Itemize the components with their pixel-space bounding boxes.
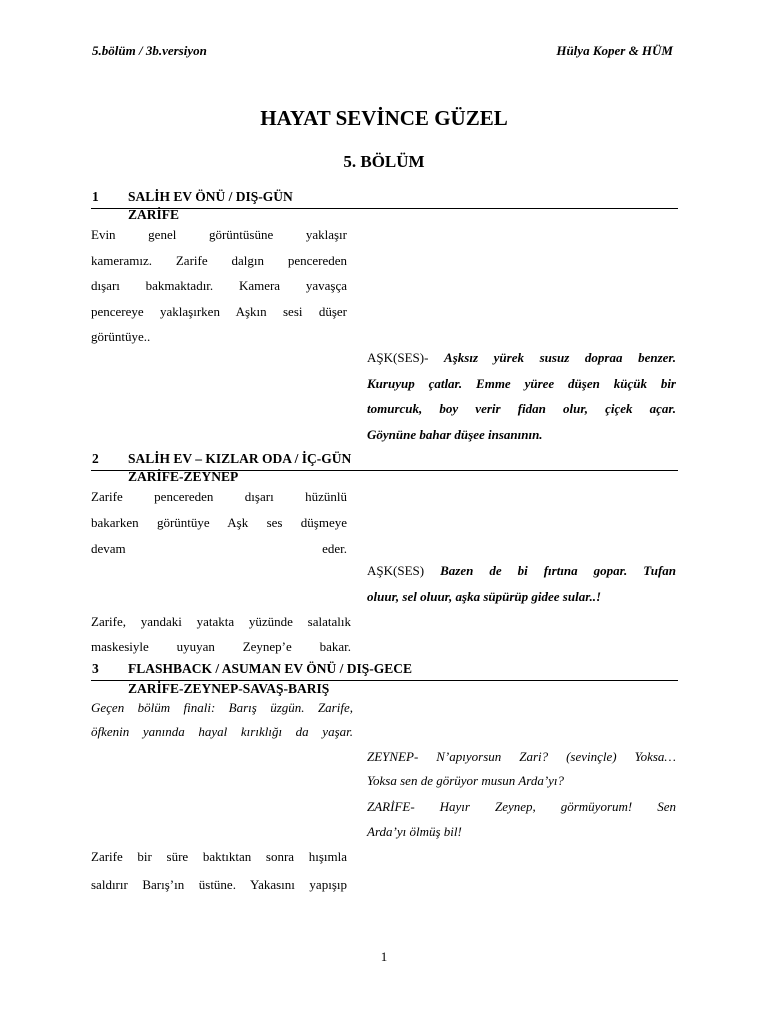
scene-3-dialogue-line: Arda’yı ölmüş bil! — [367, 824, 462, 839]
scene-3-characters: ZARİFE-ZEYNEP-SAVAŞ-BARIŞ — [128, 681, 330, 696]
scene-1-dialogue — [367, 345, 676, 447]
scene-1-heading: SALİH EV ÖNÜ / DIŞ-GÜN — [128, 189, 293, 204]
scene-1-characters: ZARİFE — [128, 207, 180, 222]
dialogue-speaker: AŞK(SES)- — [367, 350, 429, 365]
header-authors: Hülya Koper & HÜM — [556, 43, 673, 58]
scene-1-action-line: dışarı bakmaktadır. Kamera yavaşça — [91, 278, 347, 293]
scene-3-dialogue-zeynep — [367, 745, 676, 793]
scene-3-dialogue-line: ZEYNEP- N’apıyorsun Zari? (sevinçle) Yoksa… — [367, 749, 676, 764]
scene-2-action-2 — [91, 609, 351, 659]
scene-3-heading: FLASHBACK / ASUMAN EV ÖNÜ / DIŞ-GECE — [128, 661, 413, 676]
scene-1-action — [91, 222, 347, 350]
scene-3-dialogue-line: ZARİFE- Hayır Zeynep, görmüyorum! Sen — [367, 799, 676, 814]
scene-1-action-line: kameramız. Zarife dalgın pencereden — [91, 252, 347, 268]
scene-3-dialogue-zarife — [367, 794, 676, 844]
scene-1-dialogue-line: tomurcuk, boy verir fidan olur, çiçek açar. — [367, 401, 676, 416]
scene-2-heading: SALİH EV – KIZLAR ODA / İÇ-GÜN — [128, 451, 352, 466]
scene-1-number: 1 — [92, 189, 99, 204]
scene-2-action — [91, 484, 347, 562]
scene-1-dialogue-line: Kuruyup çatlar. Emme yüree düşen küçük bir — [367, 375, 676, 391]
scene-3-action-line: Geçen bölüm finali: Barış üzgün. Zarife, — [91, 700, 353, 715]
script-title: HAYAT SEVİNCE GÜZEL — [260, 106, 508, 130]
scene-2-number: 2 — [92, 451, 99, 466]
scene-2-action-line: Zarife, yandaki yatakta yüzünde salatalık — [91, 614, 351, 629]
header-version: 5.bölüm / 3b.versiyon — [92, 43, 207, 58]
dialogue-speaker: AŞK(SES) — [367, 563, 425, 578]
scene-3-action-line: öfkenin yanında hayal kırıklığı da yaşar. — [91, 724, 353, 739]
scene-1-action-line: görüntüye.. — [91, 329, 151, 344]
scene-2-action-line: maskesiyle uyuyan Zeynep’e bakar. — [91, 639, 351, 654]
scene-1-dialogue-line: Göynüne bahar düşee insanının. — [367, 426, 543, 442]
scene-2-action-line: Zarife pencereden dışarı hüzünlü — [91, 489, 347, 504]
page-number: 1 — [380, 949, 388, 964]
scene-1-action-line: Evin genel görüntüsüne yaklaşır — [91, 227, 347, 242]
scene-1-dialogue-line — [367, 345, 676, 371]
scene-2-dialogue — [367, 558, 676, 610]
scene-2-characters: ZARİFE-ZEYNEP — [128, 469, 239, 484]
scene-2-dialogue-line — [367, 558, 676, 584]
episode-title: 5. BÖLÜM — [343, 152, 425, 171]
scene-3-action-line: Zarife bir süre baktıktan sonra hışımla — [91, 849, 347, 864]
scene-3-number: 3 — [92, 661, 99, 676]
scene-1-action-line: pencereye yaklaşırken Aşkın sesi düşer — [91, 303, 347, 319]
scene-3-dialogue-line: Yoksa sen de görüyor musun Arda’yı? — [367, 773, 565, 788]
scene-2-dialogue-line: oluur, sel oluur, aşka süpürüp gidee sular..! — [367, 589, 602, 604]
scene-3-action — [91, 696, 353, 744]
scene-3-action-line: saldırır Barış’ın üstüne. Yakasını yapışıp — [91, 877, 347, 892]
scene-3-action-2 — [91, 843, 347, 899]
scene-2-action-line: devam eder. — [91, 541, 347, 556]
dialogue-text: Aşksız yürek susuz dopraa benzer. — [444, 350, 677, 365]
scene-2-action-line: bakarken görüntüye Aşk ses düşmeye — [91, 515, 347, 530]
dialogue-text: Bazen de bi fırtına gopar. Tufan — [440, 563, 677, 578]
